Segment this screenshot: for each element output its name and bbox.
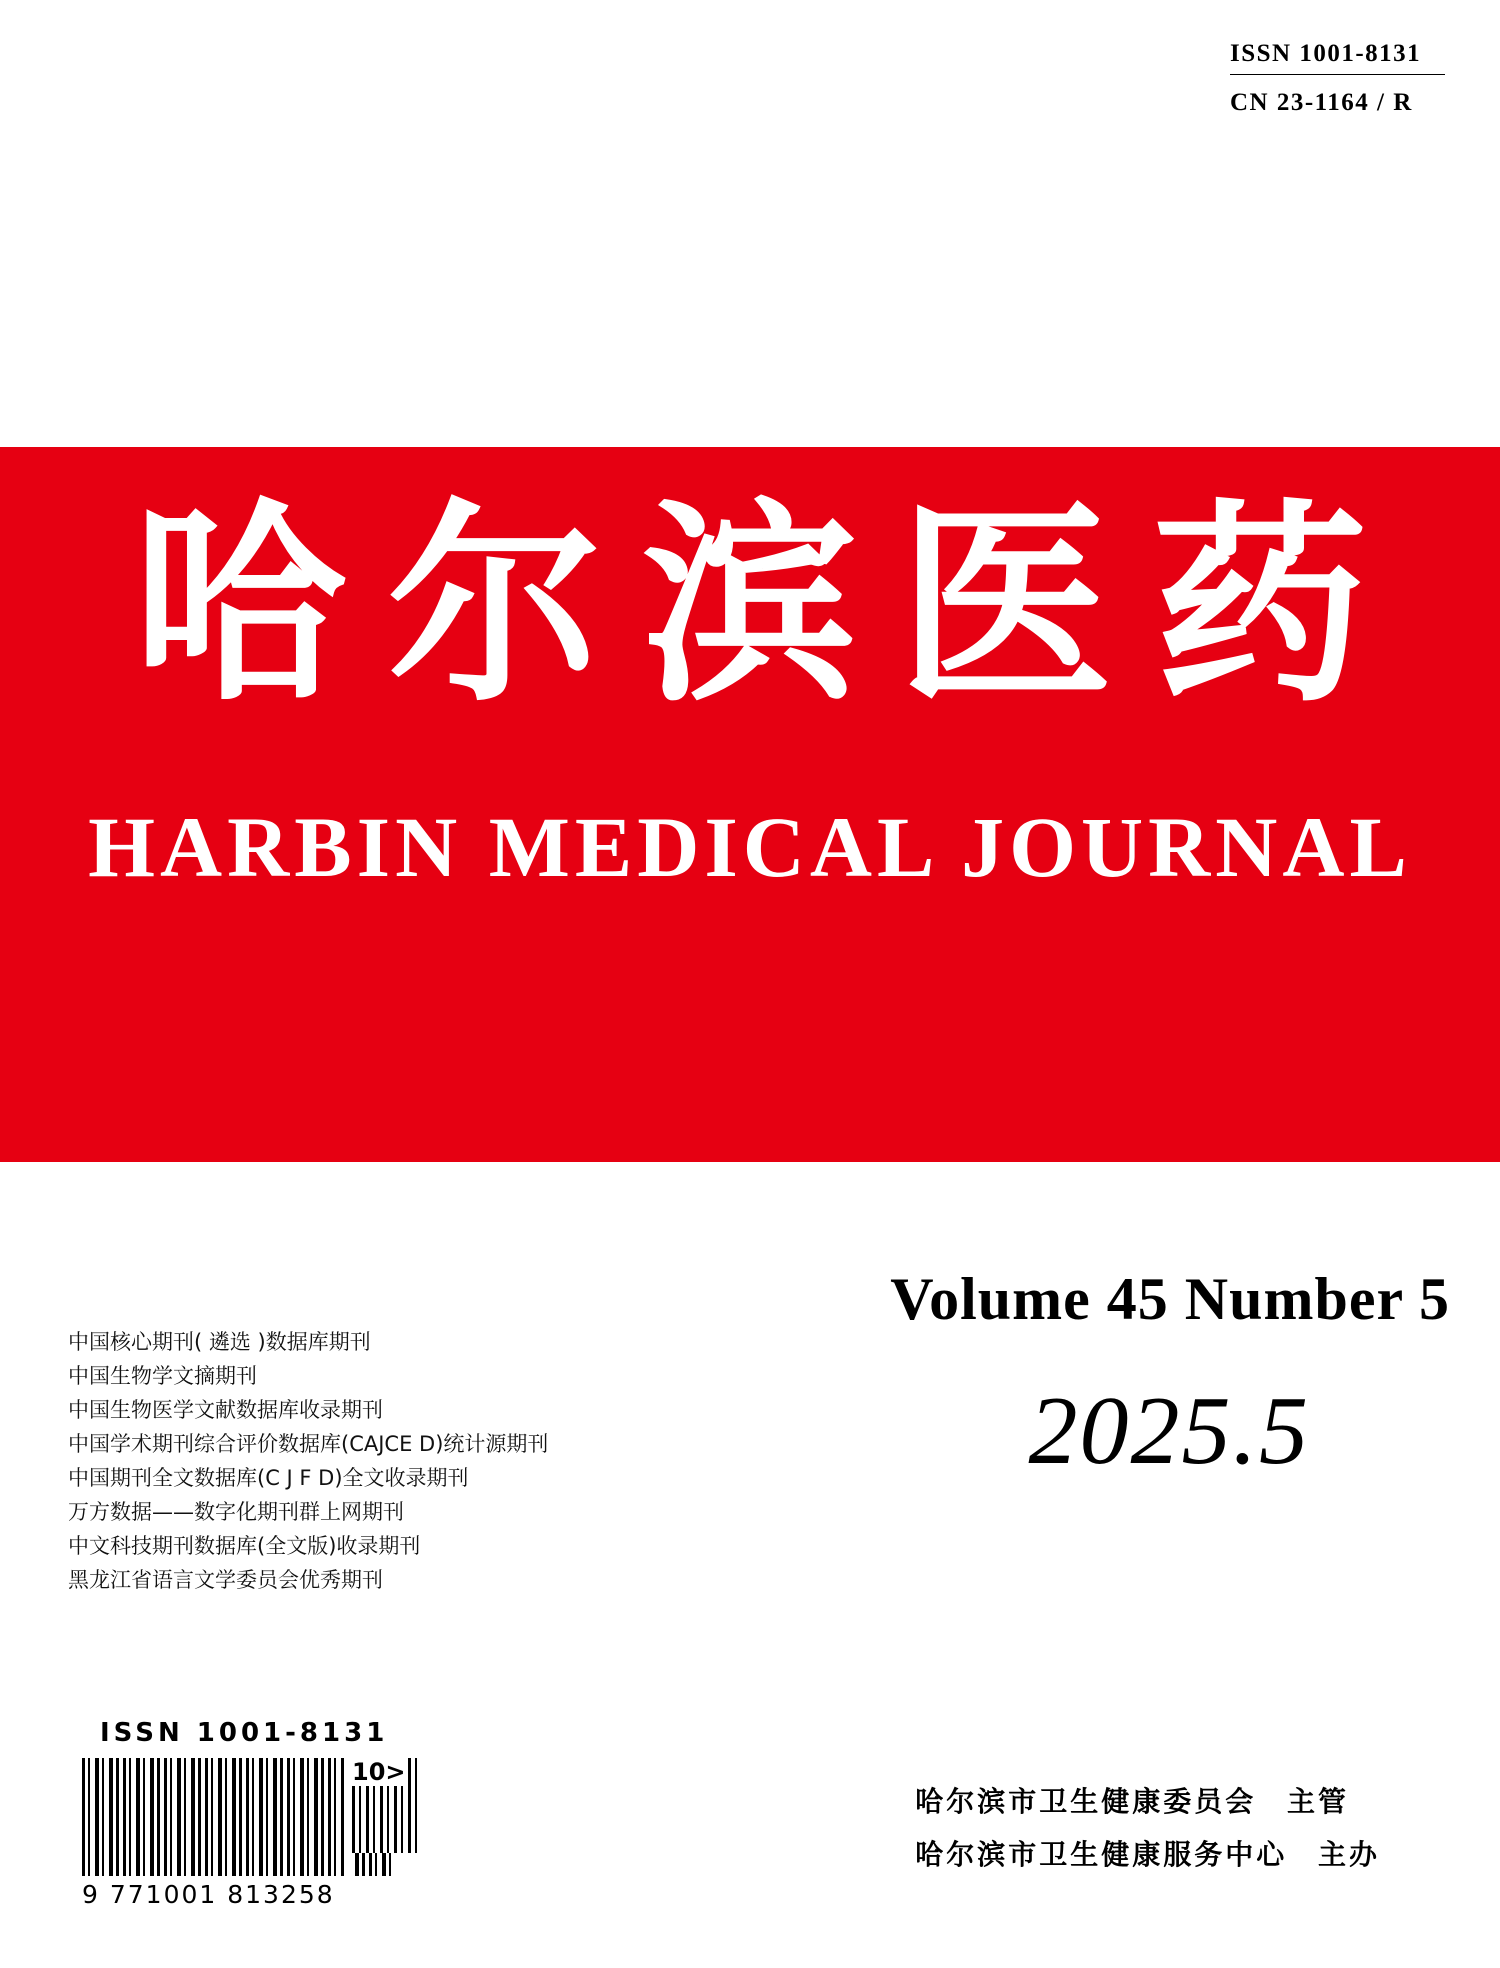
- sponsor-line: [915, 1828, 1380, 1881]
- masthead-band: [0, 447, 1500, 1162]
- barcode-issn-label: ISSN 1001-8131: [100, 1718, 389, 1748]
- list-item: 中国学术期刊综合评价数据库(CAJCE D)统计源期刊: [68, 1432, 549, 1457]
- supervisor-line: [915, 1775, 1380, 1828]
- sponsor-name: 哈尔滨市卫生健康服务中心: [915, 1838, 1288, 1872]
- list-item: 中国期刊全文数据库(C J F D)全文收录期刊: [68, 1466, 469, 1491]
- publisher-block: [915, 1775, 1380, 1881]
- list-item: 中文科技期刊数据库(全文版)收录期刊: [68, 1534, 421, 1559]
- issue-date-line: 2025.5: [1028, 1377, 1310, 1485]
- barcode-icon: [82, 1758, 406, 1876]
- supervisor-name: 哈尔滨市卫生健康委员会: [915, 1785, 1257, 1818]
- cn-number: CN 23-1164 / R: [1230, 89, 1413, 116]
- barcode-block: [70, 1718, 440, 1909]
- journal-title-latin: HARBIN MEDICAL JOURNAL: [88, 799, 1412, 895]
- journal-title-cjk: 哈尔滨医药: [132, 478, 1408, 731]
- list-item: 中国核心期刊( 遴选 )数据库期刊: [68, 1330, 371, 1354]
- supervisor-role: 主管: [1286, 1785, 1349, 1818]
- database-index-list: [68, 1325, 708, 1597]
- identifier-block: [1230, 40, 1445, 117]
- volume-issue-line: Volume 45 Number 5: [890, 1266, 1450, 1332]
- issn-number: ISSN 1001-8131: [1230, 40, 1445, 75]
- list-item: 黑龙江省语言文学委员会优秀期刊: [68, 1568, 383, 1593]
- list-item: 中国生物学文摘期刊: [68, 1364, 257, 1389]
- sponsor-role: 主办: [1317, 1838, 1380, 1872]
- list-item: 中国生物医学文献数据库收录期刊: [68, 1398, 383, 1423]
- barcode-addon-label: 10>: [352, 1758, 406, 1786]
- barcode-digits: 9 771001 813258: [82, 1880, 335, 1909]
- list-item: 万方数据——数字化期刊群上网期刊: [68, 1500, 404, 1525]
